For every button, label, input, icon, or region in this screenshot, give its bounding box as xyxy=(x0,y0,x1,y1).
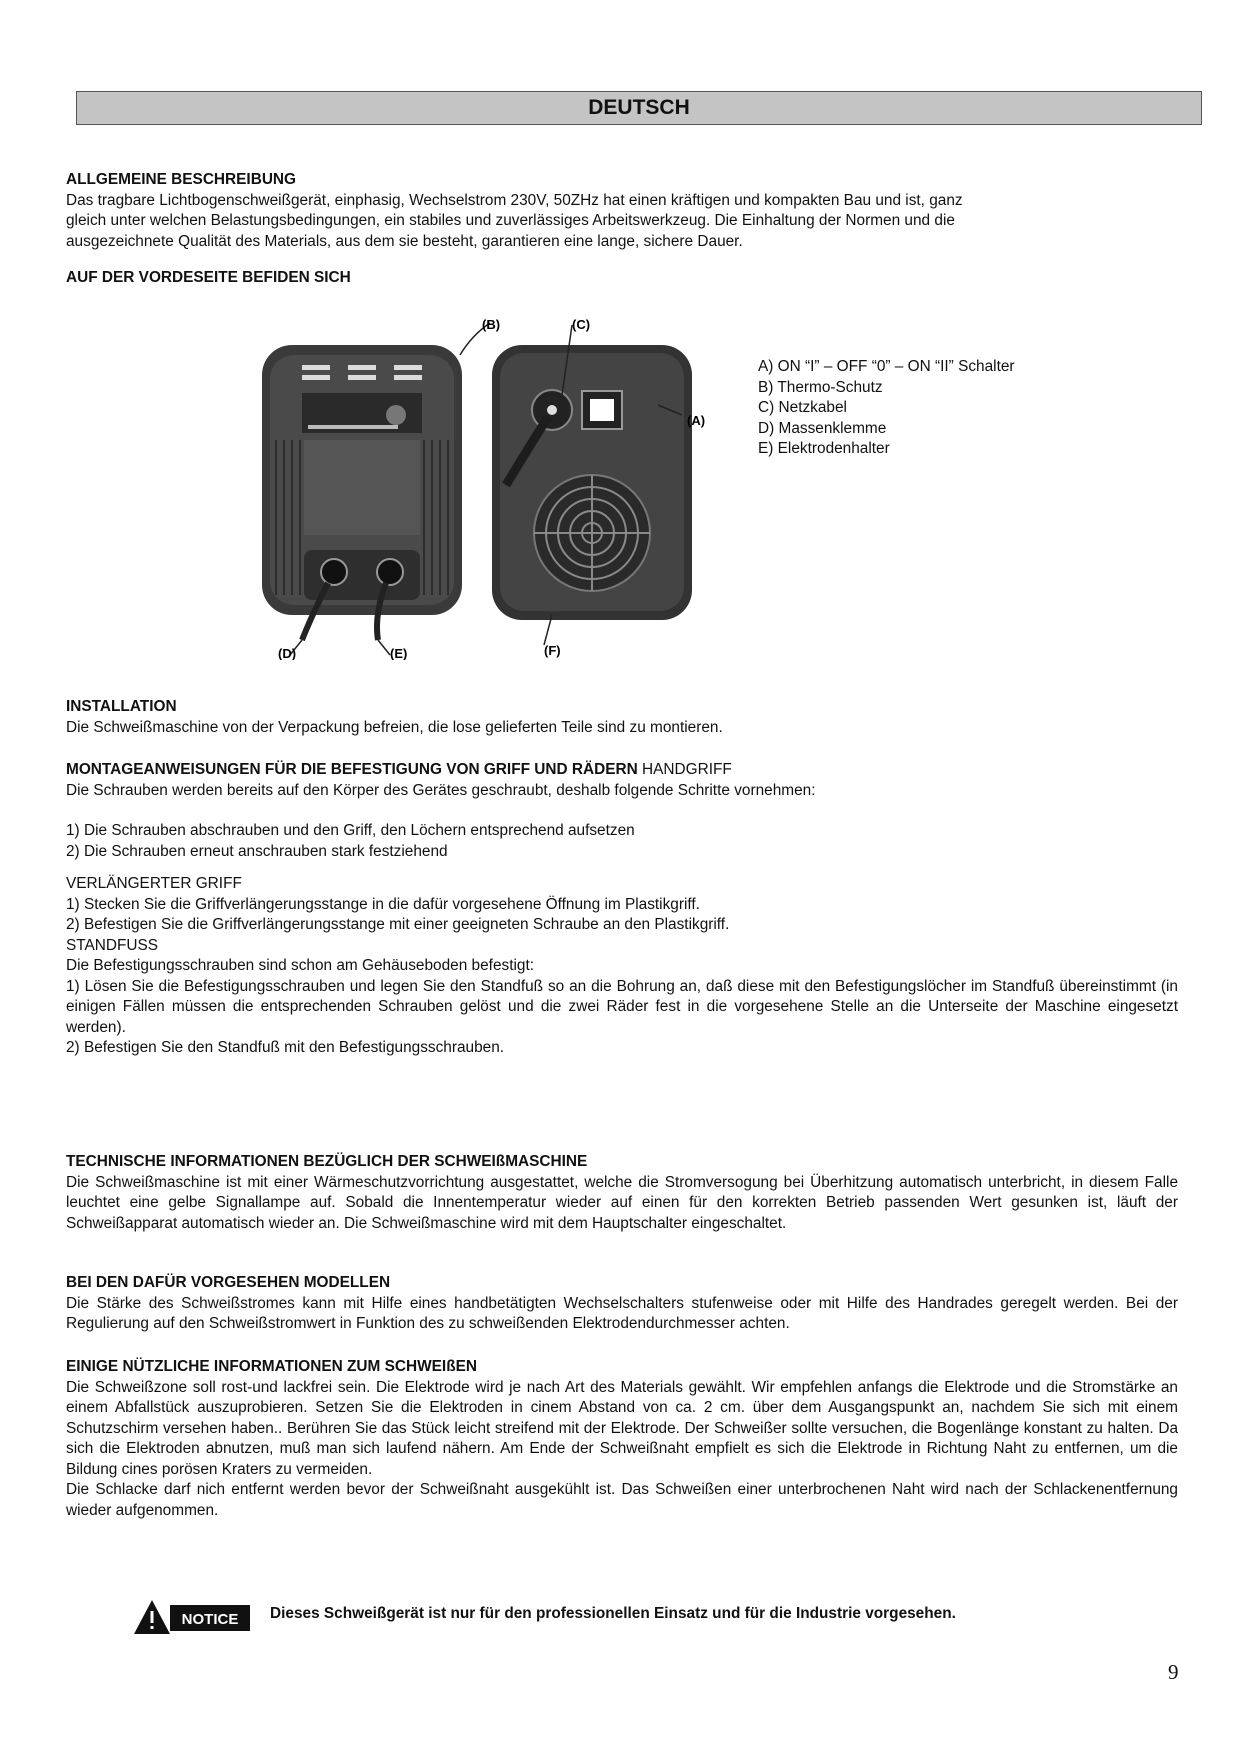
extended-handle-step-1: 1) Stecken Sie die Griffverlängerungsstange in die dafür vorgesehene Öffnung im Plastikgriff. xyxy=(66,895,700,913)
language-header: DEUTSCH xyxy=(76,91,1202,125)
mounting-section xyxy=(66,760,1178,1059)
legend-item-b: B) Thermo-Schutz xyxy=(758,378,883,396)
figure-label-a: (A) xyxy=(687,413,706,428)
installation-text: Die Schweißmaschine von der Verpackung befreien, die lose gelieferten Teile sind zu montieren. xyxy=(66,718,723,736)
tips-text-2: Die Schlacke darf nich entfernt werden bevor der Schweißnaht ausgekühlt ist. Das Schweißen einer unterbrochenen Naht wird nach der Schlackenentfernung wieder aufgenommen. xyxy=(66,1481,1178,1519)
general-description-section xyxy=(66,170,1178,252)
installation-section xyxy=(66,697,1178,738)
legend-item-e: E) Elektrodenhalter xyxy=(758,440,890,457)
technical-heading: TECHNISCHE INFORMATIONEN BEZÜGLICH DER SCHWEIßMASCHINE xyxy=(66,1153,588,1170)
extended-handle-step-2: 2) Befestigen Sie die Griffverlängerungsstange mit einer geeigneten Schraube an den Plastikgriff. xyxy=(66,916,730,933)
general-heading: ALLGEMEINE BESCHREIBUNG xyxy=(66,171,297,188)
models-section xyxy=(66,1273,1178,1335)
tips-text-1: Die Schweißzone soll rost-und lackfrei sein. Die Elektrode wird je nach Art des Materials gewählt. Wir empfehlen anfangs die Elektrode und die Stromstärke an einem Abfallstück auszuprobieren. Setzen Sie die Elektroden in cinem Abstand von ca. 2 cm. über dem Ausgangspunkt an, nachdem Sie sich mit einem Schutzschirm versehen haben.. Berühren Sie das Stück leicht streifend mit der Elektrode. Der Schweißer sollte versuchen, die Bogenlänge konstant zu halten. Da sich die Elektroden abnutzen, muß man sich laufend nähern. Am Ende der Schweißnaht empfielt es sich die Elektrode in Richtung Naht zu entfernen, um die Bildung cines porösen Kraters zu vermeiden. xyxy=(66,1378,1178,1478)
stand-intro: Die Befestigungsschrauben sind schon am Gehäuseboden befestigt: xyxy=(66,957,535,974)
stand-step-1: 1) Lösen Sie die Befestigungsschrauben und legen Sie den Standfuß so an die Bohrung an, daß diese mit den Befestigungslöcher im Standfuß übereinstimmt (in einigen Fällen müssen die entsprechenden Schrauben gelöst und die zwei Räder fest in die vorgesehene Stelle an die Unterseite der Maschine eingesetzt werden). xyxy=(66,977,1178,1036)
figure-label-b: (B) xyxy=(482,317,501,332)
models-text: Die Stärke des Schweißstromes kann mit Hilfe eines handbetätigten Wechselschalters stufenweise oder mit Hilfe des Handrades geregelt werden. Bei der Regulierung auf den Schweißstromwert in Funktion des zu schweißenden Elektrodendurchmesser achten. xyxy=(66,1294,1178,1332)
figure-label-d: (D) xyxy=(278,646,297,660)
figure-label-f: (F) xyxy=(544,643,561,658)
front-heading: AUF DER VORDESEITE BEFIDEN SICH xyxy=(66,269,351,286)
welder-figure xyxy=(262,315,722,660)
general-line-2: gleich unter welchen Belastungsbedingungen, ein stabiles und zuverlässiges Arbeitswerkzeug. Die Einhaltung der Normen und die xyxy=(66,212,955,229)
models-heading: BEI DEN DAFÜR VORGESEHEN MODELLEN xyxy=(66,1274,391,1291)
legend-item-d: D) Massenklemme xyxy=(758,419,887,437)
general-line-3: ausgezeichnete Qualität des Materials, aus dem sie besteht, garantieren eine lange, sichere Dauer. xyxy=(66,232,743,250)
legend-item-a: A) ON “I” – OFF “0” – ON “II” Schalter xyxy=(758,358,1015,375)
notice-badge xyxy=(132,1596,252,1636)
welding-tips-section xyxy=(66,1357,1178,1521)
mounting-heading-suffix: HANDGRIFF xyxy=(637,761,732,778)
tips-heading: EINIGE NÜTZLICHE INFORMATIONEN ZUM SCHWEIßEN xyxy=(66,1358,477,1375)
mounting-intro: Die Schrauben werden bereits auf den Körper des Gerätes geschraubt, deshalb folgende Schritte vornehmen: xyxy=(66,781,816,799)
front-section xyxy=(66,268,1178,289)
mounting-heading-line xyxy=(66,760,1178,781)
legend-item-c: C) Netzkabel xyxy=(758,399,847,416)
technical-text: Die Schweißmaschine ist mit einer Wärmeschutzvorrichtung ausgestattet, welche die Stromversogung bei Überhitzung automatisch unterbricht, in diesem Falle leuchtet eine gelbe Signallampe auf. Sobald die Innentemperatur wieder auf einen für den korrekten Betrieb passenden Wert gesunken ist, läuft der Schweißapparat automatisch wieder an. Die Schweißmaschine wird mit dem Hauptschalter eingeschaltet. xyxy=(66,1173,1178,1232)
stand-heading: STANDFUSS xyxy=(66,936,159,954)
welder-front-view xyxy=(262,345,462,640)
mounting-step-2: 2) Die Schrauben erneut anschrauben stark festziehend xyxy=(66,842,448,860)
notice-text: Dieses Schweißgerät ist nur für den professionellen Einsatz und für die Industrie vorgesehen. xyxy=(270,1605,956,1622)
stand-step-2: 2) Befestigen Sie den Standfuß mit den Befestigungsschrauben. xyxy=(66,1039,505,1056)
welder-back-view xyxy=(492,345,692,620)
mounting-heading: MONTAGEANWEISUNGEN FÜR DIE BEFESTIGUNG VON GRIFF UND RÄDERN xyxy=(66,761,638,778)
installation-heading: INSTALLATION xyxy=(66,698,177,715)
figure-label-c: (C) xyxy=(572,317,591,332)
technical-section xyxy=(66,1152,1178,1234)
figure-legend xyxy=(758,357,1015,460)
page-number: 9 xyxy=(1168,1660,1179,1684)
notice-badge-label: NOTICE xyxy=(181,1611,239,1628)
figure-label-e: (E) xyxy=(390,646,408,660)
general-line-1: Das tragbare Lichtbogenschweißgerät, einphasig, Wechselstrom 230V, 50ZHz hat einen kräftigen und kompakten Bau und ist, ganz xyxy=(66,191,963,209)
extended-handle-heading: VERLÄNGERTER GRIFF xyxy=(66,875,242,892)
mounting-step-1: 1) Die Schrauben abschrauben und den Griff, den Löchern entsprechend aufsetzen xyxy=(66,822,635,839)
